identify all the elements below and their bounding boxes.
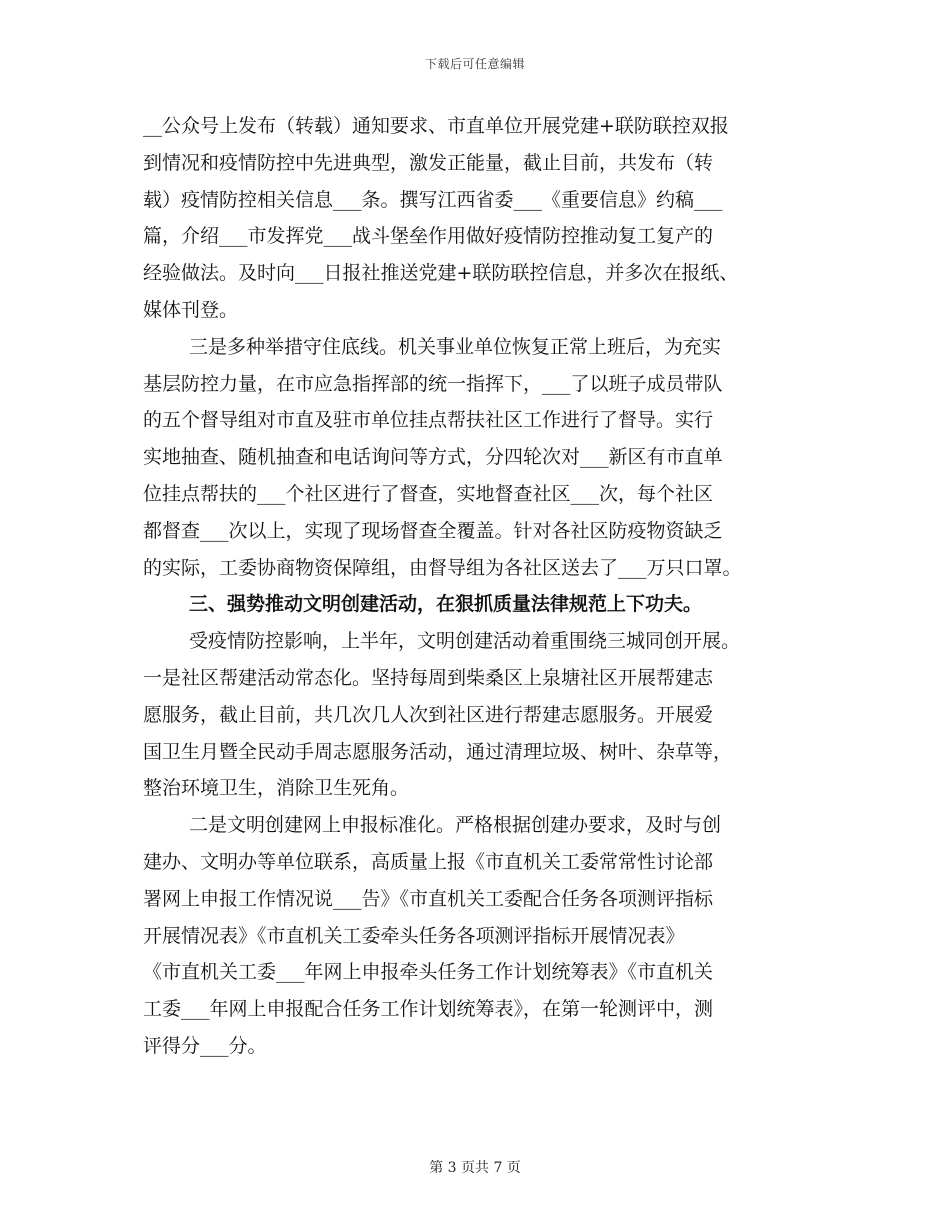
text-line: 实地抽查、随机抽查和电话询问等方式，分四轮次对___新区有市直单 — [143, 446, 723, 469]
text-line: 开展情况表》《市直机关工委牵头任务各项测评指标开展情况表》 — [143, 924, 685, 947]
section-heading: 三、强势推动文明创建活动，在狠抓质量法律规范上下功夫。 — [189, 593, 703, 616]
paragraph-start-line: 三是多种举措守住底线。机关事业单位恢复正常上班后，为充实 — [189, 335, 722, 358]
text-line: 媒体刊登。 — [143, 298, 239, 321]
text-line: 篇，介绍___市发挥党___战斗堡垒作用做好疫情防控推动复工复产的 — [143, 225, 714, 248]
text-line: 《市直机关工委___年网上申报牵头任务工作计划统筹表》《市直机关 — [143, 961, 714, 984]
text-line: 位挂点帮扶的___个社区进行了督查，实地督查社区___次，每个社区 — [143, 482, 714, 505]
text-line: 愿服务，截止目前，共几次几人次到社区进行帮建志愿服务。开展爱 — [143, 703, 714, 726]
text-line: 工委___年网上申报配合任务工作计划统筹表》，在第一轮测评中，测 — [143, 998, 714, 1021]
text-line: 的实际，工委协商物资保障组，由督导组为各社区送去了___万只口罩。 — [143, 556, 742, 579]
text-line: 基层防控力量，在市应急指挥部的统一指挥下，___了以班子成员带队 — [143, 372, 723, 395]
page-number: 第 3 页共 7 页 — [429, 1160, 521, 1176]
text-line: 经验做法。及时向___日报社推送党建+联防联控信息，并多次在报纸、 — [143, 262, 739, 285]
text-line: 的五个督导组对市直及驻市单位挂点帮扶社区工作进行了督导。实行 — [143, 409, 714, 432]
text-line: 国卫生月暨全民动手周志愿服务活动，通过清理垃圾、树叶、杂草等， — [143, 740, 733, 763]
text-line: 载）疫情防控相关信息___条。撰写江西省委___《重要信息》约稿___ — [143, 188, 723, 211]
text-line: 都督查___次以上，实现了现场督查全覆盖。针对各社区防疫物资缺乏 — [143, 519, 723, 542]
text-line: __公众号上发布（转载）通知要求、市直单位开展党建+联防联控双报 — [143, 115, 729, 137]
paragraph-start-line: 二是文明创建网上申报标准化。严格根据创建办要求，及时与创 — [189, 814, 722, 837]
paragraph-start-line: 受疫情防控影响，上半年，文明创建活动着重围绕三城同创开展。 — [189, 630, 741, 653]
text-line: 建办、文明办等单位联系，高质量上报《市直机关工委常常性讨论部 — [143, 850, 714, 873]
text-line: 署网上申报工作情况说___告》《市直机关工委配合任务各项测评指标 — [143, 887, 714, 910]
text-line: 一是社区帮建活动常态化。坚持每周到柴桑区上泉塘社区开展帮建志 — [143, 666, 714, 689]
text-line: 到情况和疫情防控中先进典型，激发正能量，截止目前，共发布（转 — [143, 151, 714, 174]
header-note: 下载后可任意编辑 — [424, 57, 525, 71]
text-line: 评得分___分。 — [143, 1034, 267, 1057]
document-body — [143, 108, 813, 1065]
text-line: 整治环境卫生，消除卫生死角。 — [143, 777, 410, 800]
